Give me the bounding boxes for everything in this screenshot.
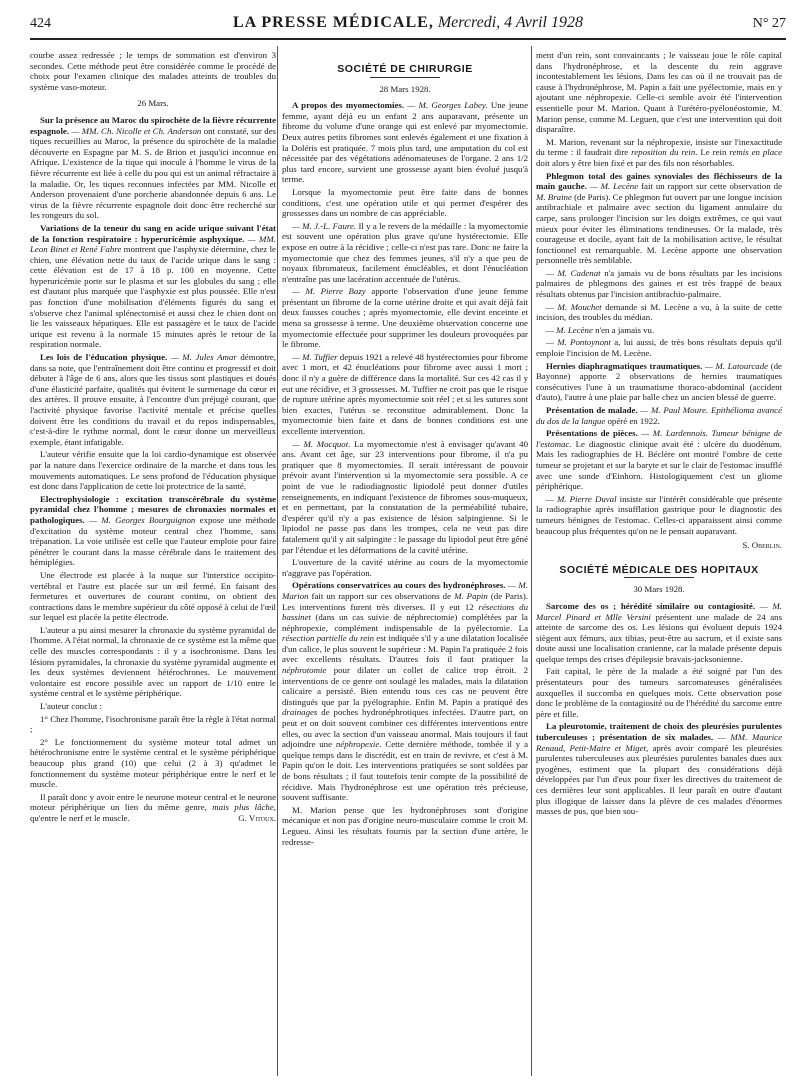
text-run: Il paraît donc y avoir entre le neurone moteur central et le neurone moteur périphérique un lien du même genre, (30, 791, 276, 813)
article-text: montrent que l'asphyxie détermine, chez le chien, une élévation nette du taux de l'acide urique dans le sang : cette élévation est de 17 à 18 p. 100 en moyenne. Cette hyperuricémie porte sur le plasma et sur les globules du sang ; elle est d'autant plus marquée que l'asphyxie est plus poussée. Elle n'est pas fonction d'une mobilisation d'éléments figurés du sang et s'observe chez l'animal splénectomisé et aussi chez le chien dont on lie les vaisseaux hépatiques. Elle est passagère et le taux de l'acide urique est revenu à la normale 15 minutes après le retour de la respiration normale. (30, 244, 276, 350)
text-run: pour dilater un collet de calice trop étroit. 2 interventions de ce genre ont soulagé les malades, mais la dilatation calicaire a persisté. Bien entendu tous ces cas ne peuvent être distingués que par la pyélographie. Enfin M. Papin a pratiqué des (282, 665, 528, 707)
heading-rule (370, 77, 440, 78)
text-run: néphropexie (335, 739, 380, 750)
paragraph: Fait capital, le père de la malade a été soigné par l'un des présentateurs pour des tumeurs sarcomateuses généralisées auxquelles il succomba en quelques mois. Cette observation pose donc le problème de la contagiosité ou de l'hérédité du sarcome entre père et fille. (536, 666, 782, 719)
article (536, 171, 782, 266)
article-title: Sarcome des os ; hérédité similaire ou contagiosité. (546, 600, 756, 611)
section-heading: SOCIÉTÉ DE CHIRURGIE (337, 63, 473, 75)
article-authors: — M. Paul Moure. (637, 405, 709, 415)
article-title: Phlegmon total des gaines synoviales des fléchisseurs de la main gauche. (536, 170, 782, 192)
article-authors: — MM. Ch. Nicolle et Ch. Anderson (69, 125, 202, 136)
paragraph: Lorsque la myomectomie peut être faite dans de bonnes conditions, c'est une opération utile et qui permet d'espérer des grossesses dans un nombre de cas appréciable. (282, 186, 528, 219)
text-run: reposition du rein (631, 147, 696, 158)
text-run: néphrotomie (282, 665, 327, 676)
article-authors: — M. Lecène (586, 181, 639, 192)
article-text: La myomectomie n'est à envisager qu'avant 40 ans. Avant cet âge, sur 23 interventions pour fibrome, il n'a pu pratiquer que 8 myomectomies. Il serait intéressant de pouvoir prévoir avant l'intervention si la myomectomie sera possible. A ce point de vue le radiodiagnostic lipiodolé peut donner d'utiles renseignements, en indiquant l'existence de fibromes sous-muqueux, et en permettant, par la constatation de la perméabilité tubaire, d'espérer qu'il n'y a pas existence de lésion salpingienne. Si le lipiodol ne passe pas dans les trompes, cela ne veut pas dire fatalement qu'il y ait salpingite : le passage du lipiodol peut être gêné par l'étendue et les déformations de la cavité utérine. (282, 438, 528, 555)
article-authors: — M. Pierre Bazy (292, 286, 366, 297)
article (30, 223, 276, 350)
journal-masthead (30, 14, 786, 32)
column-divider (531, 46, 532, 1076)
text-run: résections du bassinet (282, 601, 528, 623)
article (30, 352, 276, 447)
article (282, 100, 528, 185)
paragraph: ment d'un rein, sont convaincants ; le vaisseau joue le rôle capital dans l'hydronéphrose, et la descente du rein aggrave incontestablement les lésions. Dans les cas où il ne trouvait pas de cause à l'hydronéphrose, M. Papin a fait une pyélectomie, mais en y ajoutant une néphropexie. Celle-ci semble avoir été l'intervention essentielle pour M. Marion. Quant à l'urétéro-pyélonéostomie, M. Marion pense, comme M. Leguen, que c'est une intervention qui doit disparaître. (536, 50, 782, 135)
article-authors: — M. Pontoynont (546, 337, 611, 348)
article (536, 361, 782, 403)
article-authors: — M. Lecène (546, 324, 593, 335)
text-run: doit alors y être bien fixé et par des fils non résorbables. (536, 157, 735, 168)
article-text: Le diagnostic clinique avait été : ulcère du duodénum. Mais les radiographies de H. Béclère ont montré l'ombre de cette tumeur se projetant et sur la baryte et sur le clair de l'estomac insufflé avec une sonde d'Einhorn. Histologiquement c'est un gliome périphérique. (536, 438, 782, 492)
article-authors: — M. Cadenat (546, 267, 601, 278)
text-run: résection partielle du rein (282, 633, 375, 644)
text-run: (dans un cas suivie de néphrectomie) complétées par la néphropexie, complément indispensable de la pyélectomie. La (282, 612, 528, 633)
article-title: Les lois de l'éducation physique. (40, 352, 168, 363)
article-authors: — M. Tuffier (292, 351, 338, 362)
text-run: remis en place (729, 147, 782, 158)
text-run: fait un rapport sur ces observations de (308, 590, 455, 601)
article-authors: — M. Lardennois. (637, 428, 709, 439)
paragraph (536, 137, 782, 169)
article-authors: — M. Latourcade (702, 360, 769, 371)
paragraph: L'ouverture de la cavité utérine au cours de la myomectomie n'aggrave pas l'opération. (282, 557, 528, 578)
article (30, 494, 276, 568)
paragraph (282, 439, 528, 556)
article-text: présentent une malade de 24 ans atteinte de sarcome des os. Les lésions qui évoluent depuis 1924 siègent aux fémurs, aux tibias, peut-être au sacrum, et il existe sans doute aussi une localisation cranienne, car la malade présente depuis quelque temps des crises d'épilepsie bravais-jacksonienne. (536, 611, 783, 664)
paragraph (282, 286, 528, 350)
page-header (30, 12, 786, 40)
article-text: après avoir comparé les pleurésies purulentes tuberculeuses aux pleurésies purulentes banales dues aux pyogènes, estiment que la plupart des considérations déjà développées par l'un d'eux pour fixer les directives du traitement de ces dernières leur sont applicables. Il leur paraît en outre d'autant plus illogique de laisser dans la plèvre de ces malades d'énormes masses de pus, que bien sou- (536, 742, 782, 817)
text-run: M. Papin (454, 590, 488, 601)
article-title: Electrophysiologie : excitation transcérébrale du système pyramidal chez l'homme ; mesures de chronaxies normales et pathologiques. (30, 493, 276, 525)
article-text: Il y a le revers de la médaille : la myomectomie est souvent une opération plus grave qu'une hystérectomie. Elle expose en outre à la récidive ; celle-ci n'est pas rare. Donc ne faire la myomectomie que chez des femmes jeunes, s'il n'y a que peu de noyaux fibromateux, facilement énucléables, et dont l'énucléation n'entraîne pas une lacération accentuée de l'utérus. (282, 220, 529, 284)
page-number: 424 (30, 16, 51, 31)
text-run: drainages (282, 707, 318, 718)
paragraph: courbe assez redressée ; le temps de sommation est d'environ 3 secondes. Cette méthode peut être considérée comme le procédé de choix pour l'examen clinique des malades atteints de troubles du système vaso-moteur. (30, 50, 276, 92)
article-text: Une jeune femme, ayant déjà eu un enfant 2 ans auparavant, présente un fibrome du volume d'une orange qui est enlevé par myomectomie. Deux autres petits fibromes sont enlevés également et une fixation à la Doléris est pratiquée. 7 mois plus tard, une amputation du col est nécessitée par des végétations adénomateuses de l'organe. 2 ans 1/2 plus tard encore, survient une grossesse ayant bien évolué jusqu'à terme. (282, 100, 528, 185)
article-authors: — M. Georges Labey. (404, 100, 488, 111)
session-date: 30 Mars 1928. (633, 584, 685, 595)
signature: G. Vitoux. (238, 812, 276, 823)
article-authors: — MM. Maurice Renaud, Petit-Maire et Miget, (536, 732, 782, 753)
article-text: démontre, dans sa note, que l'entraînement doit être continu et progressif et doit débuter à l'âge de 6 ans, alors que les tissus sont plastiques et doués d'une élasticité parfaite, qualités qui évitent le surmenage du cœur et des artères. Il prouve ensuite, à l'encontre d'un préjugé courant, que l'activité physique favorise l'activité mentale et précise quelles doivent être les conditions du travail et du repos indispensables, c'est-à-dire le rythme normal, dont le cœur donne un merveilleux exemple, étant infatigable. (30, 352, 276, 447)
article (536, 428, 782, 492)
article-title: La pleurotomie, traitement de choix des pleurésies purulentes tuberculeuses ; présentation de six malades. (536, 721, 782, 743)
paragraph (536, 268, 782, 300)
column-divider (277, 46, 278, 1076)
article-title: Sur la présence au Maroc du spirochète de la fièvre récurrente espagnole. (30, 114, 276, 136)
signature: S. Oberlin. (742, 540, 782, 551)
article-authors: — M. Mouchet (546, 301, 602, 312)
article (282, 580, 528, 802)
text-run: (de Paris). Les interventions furent très diverses. Il y eut 12 (282, 590, 528, 612)
article-authors: — M. Marion (282, 580, 528, 601)
paragraph (536, 494, 782, 536)
paragraph: L'auteur a pu ainsi mesurer la chronaxie du système pyramidal de l'homme. A l'état normal, la chronaxie de ce système est la même que celle des muscles correspondants : il y a isochronisme. Dans les lésions pyramidales, la chronaxie du système pyramidal augmente et les deux systèmes deviennent hétérochrones. Le mouvement volontaire est encore possible avec un rapport de 1/10 entre le système central et le système périphérique. (30, 624, 276, 699)
text-run: est indiquée s'il y a une dilatation localisée d'un calice, le plus souvent le supérieur : M. Papin l'a pratiquée 2 fois avec excellents résultats. D'autres fois il faut pratiquer la (282, 633, 528, 665)
article-title: Présentation de malade. (546, 405, 638, 415)
paragraph (536, 325, 782, 336)
paragraph: L'auteur vérifie ensuite que la loi cardio-dynamique est observée par la nature dans l'exercice ordinaire de la marche et dans tous les mouvements automatiques. Le sens profond de l'éducation physique est donc dans l'application de cette loi protectrice de la santé. (30, 449, 276, 492)
text-run: M. Marion, revenant sur la néphropexie, insiste sur l'inexactitude du terme : il faudrait dire (536, 136, 782, 158)
column-3 (536, 50, 782, 819)
article-title: A propos des myomectomies. (292, 100, 405, 111)
article-text: demande si M. Lecène a vu, à la suite de cette incision, des troubles du médian. (536, 301, 782, 323)
article (536, 721, 782, 816)
article-text: n'en a jamais vu. (592, 324, 655, 335)
paragraph (282, 352, 528, 437)
article-authors: — M. J.-L. Faure. (292, 220, 357, 231)
article-text: n'a jamais vu de bons résultats par les incisions palmaires de phlegmons des gaines et est très frappé de beaux résultats obtenus par l'incision antibrachio-palmaire. (536, 267, 782, 300)
article-title: Hernies diaphragmatiques traumatiques. (546, 360, 703, 371)
paragraph: M. Marion pense que les hydronéphroses sont d'origine mécanique et non pas d'origine neuro-musculaire comme le croit M. Legueu. Ainsi les résultats fournis par la section d'une artère, le redresse- (282, 804, 528, 847)
issue-number: N° 27 (752, 16, 786, 31)
column-1 (30, 50, 276, 826)
article-authors: — M. Mocquot. (292, 438, 351, 449)
text-run: . Cette dernière méthode, tombée il y a quelque temps dans le discrédit, est en train de revivre, et c'est à M. Papin qu'on le doit. Les interventions pratiquées se sont soldées par de bons résultats ; il faut toutefois tenir compte de la possibilité de récidive. Mais l'hydronéphrose est une opération très précieuse, souvent suffisante. (282, 739, 528, 803)
paragraph: Une électrode est placée à la nuque sur l'interstice occipito-vertébral et l'autre est placée sur un œil fermé. En faisant des fermetures et ouvertures de courant continu, on obtient des contractions dans le membre supérieur du côté opposé à celui de l'œil sur lequel est placée la petite électrode. (30, 569, 276, 623)
text-run: . Le rein (695, 147, 730, 158)
heading-rule (624, 577, 694, 578)
text-run: fait un rapport sur cette observation de (638, 181, 783, 192)
text-run: (de Paris). Ce phlegmon fut ouvert par une longue incision antibrachiale et palmaire avec section du ligament annulaire du carpe, sans prolonger l'incision sur les doigts extrêmes, ce qui vaut mieux pour éviter les éliminations tendineuses. Or la malade, très courageuse et docile, ayant fait de la mobilisation active, le résultat fonctionnel est remarquable. M. Lecène apporte une observation personnelle très semblable. (536, 191, 782, 266)
journal-title: LA PRESSE MÉDICALE, (233, 14, 434, 31)
text-run: M. Braine (536, 191, 572, 202)
article-title: Variations de la teneur du sang en acide urique suivant l'état de la fonction respiratoire : hyperuricémie asphyxique. (30, 222, 276, 244)
session-date: 28 Mars 1928. (379, 83, 431, 94)
article-authors: — M. Marcel Pinard et Mlle Versini (536, 600, 782, 622)
article-title: Présentations de pièces. (546, 428, 638, 439)
text-run: Epithélioma avancé du dos de la langue (536, 405, 782, 426)
article-text: depuis 1921 a relevé 48 hystérectomies pour fibrome avec 1 mort, et 42 énucléations pour fibrome avec aussi 1 mort ; donc il n'y a guère de différence dans la mortalité. Sur ces 42 cas il y eut une récidive, et 3 grossesses. M. Tuffier ne croit pas que le risque de rupture utérine après myomectomie soit réel ; et si les sutures sont bien exactes, l'utérus se reconstitue admirablement. Donc la myomectomie bien faite et dans de bonnes conditions est une excellente intervention. (282, 351, 528, 436)
article-text: (de Bayonne) apporte 2 observations de hernies traumatiques consécutives l'une à un traumatisme thoraco-abdominal (accident d'auto), l'autre à une plaie par balle chez un ancien blessé de guerre. (536, 360, 782, 403)
text-run: Tumeur bénigne de l'estomac. (536, 428, 782, 449)
article-authors: — M. Jules Amar (167, 352, 237, 363)
article (30, 115, 276, 221)
article (536, 405, 782, 426)
paragraph: 2° Le fonctionnement du système moteur total admet un hétérochronisme entre le système central et le système périphérique beaucoup plus grand (10) que celui (2 à 3) qu'admet le fonctionnement du système moteur périphérique entre le nerf et le muscle. (30, 736, 276, 790)
article-authors: — M. Pierre Duval (546, 493, 617, 504)
text-run: , qu'entre le nerf et le muscle. (30, 802, 276, 823)
article-text: insiste sur l'intérêt considérable que présente la radiographie après insufflation gastrique pour le diagnostic des tumeurs bénignes de l'estomac. Celles-ci apparaissent ainsi comme beaucoup plus fréquentes qu'on ne le pensait auparavant. (536, 493, 782, 536)
article-title: Opérations conservatrices au cours des hydronéphroses. (292, 580, 506, 591)
article-text: a, lui aussi, de très bons résultats depuis qu'il emploie l'incision de M. Lecène. (536, 337, 782, 359)
article-authors: — MM. Leon Binet et René Fabre (30, 233, 276, 255)
column-2 (282, 50, 528, 849)
paragraph (536, 337, 782, 358)
paragraph (536, 302, 782, 323)
section-heading: SOCIÉTÉ MÉDICALE DES HOPITAUX (559, 563, 759, 576)
paragraph: L'auteur conclut : (40, 701, 103, 712)
article-text: expose une méthode d'excitation du système moteur central chez l'homme, sans trépanation. La voie utilisée est celle que l'auteur emploie pour faire pénétrer le courant dans la masse cérébrale dans le traitement des hémiplégies. (30, 514, 276, 568)
article-authors: — M. Georges Bourguignon (84, 514, 196, 525)
text-run: mais plus lâche (212, 802, 274, 813)
paragraph (30, 792, 276, 824)
issue-date: Mercredi, 4 Avril 1928 (437, 14, 583, 31)
article (536, 601, 782, 665)
text-run: de poches hydronéphrotiques infectées. D'autre part, on peut et on doit souvent combiner ces différentes interventions entre elles, ou avec la section d'un vaisseau anormal. Mais toujours il faut adjoindre une (282, 707, 528, 750)
article-text: ont constaté, sur des tiques recueillies au Maroc, la présence du spirochète de la maladie découverte en Espagne par M. S. de Brion et jusqu'ici inconnue en Afrique. L'existence de la tique qui inocule à l'homme le virus de la fièvre récurrente est liée à celle du pou qui est un animal réfractaire à la maladie. Or, les tiques reconnues infectées par MM. Nicolle et Anderson provenaient d'une porcherie abandonnée depuis 6 ans. Le virus de la fièvre récurrente espagnole doit donc être recherché sur les rongeurs du sol. (30, 125, 276, 221)
article-text: apporte l'observation d'une jeune femme présentant un fibrome de la corne utérine droite et qui avait déjà fait deux fausses couches ; après myomectomie, elle devint enceinte et mena sa grossesse à terme. Une deuxième observation concerne une myomectomie effectuée pour supprimer les douleurs provoquées par le fibrome. (282, 286, 529, 350)
article-text: opéré en 1922. (605, 415, 660, 426)
paragraph: 1° Chez l'homme, l'isochronisme paraît être la règle à l'état normal ; (30, 713, 276, 735)
session-date: 26 Mars. (137, 98, 169, 109)
paragraph (282, 221, 528, 285)
